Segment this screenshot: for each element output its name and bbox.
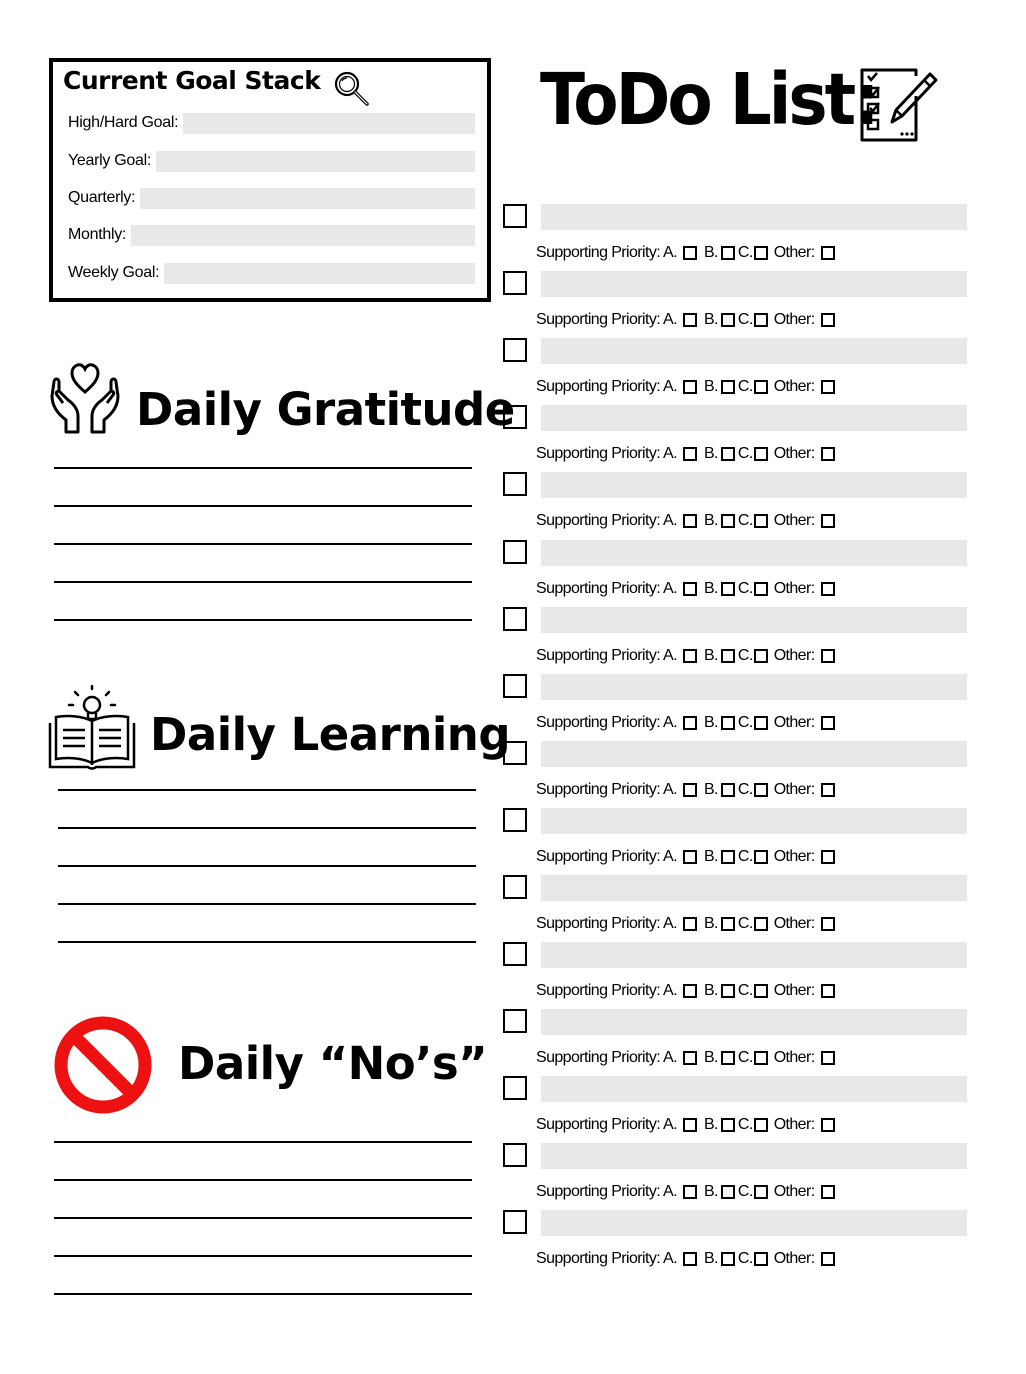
learning-line[interactable] xyxy=(58,865,476,867)
priority-other-label: Other: xyxy=(773,311,815,328)
priority-c-label: C. xyxy=(737,714,753,731)
priority-other-checkbox[interactable] xyxy=(821,649,835,663)
todo-text-field[interactable] xyxy=(541,1009,967,1035)
todo-text-field[interactable] xyxy=(541,942,967,968)
nos-line[interactable] xyxy=(54,1217,472,1219)
todo-item xyxy=(503,942,973,1009)
priority-c-label: C. xyxy=(737,781,753,798)
priority-b-label: B. xyxy=(703,848,718,865)
todo-item xyxy=(503,472,973,539)
priority-b-checkbox[interactable] xyxy=(721,850,735,864)
priority-other-label: Other: xyxy=(773,512,815,529)
priority-c-checkbox[interactable] xyxy=(754,246,768,260)
supporting-priority xyxy=(536,980,838,1002)
priority-a-checkbox[interactable] xyxy=(683,1051,697,1065)
priority-other-checkbox[interactable] xyxy=(821,1051,835,1065)
priority-other-checkbox[interactable] xyxy=(821,716,835,730)
priority-b-checkbox[interactable] xyxy=(721,514,735,528)
todo-item xyxy=(503,540,973,607)
priority-other-label: Other: xyxy=(773,982,815,999)
priority-c-checkbox[interactable] xyxy=(754,514,768,528)
priority-a-label: Supporting Priority: A. xyxy=(536,781,677,798)
priority-a-label: Supporting Priority: A. xyxy=(536,244,677,261)
priority-c-label: C. xyxy=(737,982,753,999)
priority-a-label: Supporting Priority: A. xyxy=(536,512,677,529)
priority-c-label: C. xyxy=(737,1250,753,1267)
priority-c-checkbox[interactable] xyxy=(754,447,768,461)
goal-field-yearly[interactable] xyxy=(156,151,475,172)
priority-other-checkbox[interactable] xyxy=(821,246,835,260)
learning-title: Daily Learning xyxy=(150,708,511,761)
supporting-priority xyxy=(536,779,838,801)
priority-c-label: C. xyxy=(737,580,753,597)
priority-b-label: B. xyxy=(703,781,718,798)
priority-c-checkbox[interactable] xyxy=(754,1185,768,1199)
priority-b-checkbox[interactable] xyxy=(721,380,735,394)
priority-a-label: Supporting Priority: A. xyxy=(536,445,677,462)
supporting-priority xyxy=(536,510,838,532)
priority-other-label: Other: xyxy=(773,915,815,932)
supporting-priority xyxy=(536,712,838,734)
priority-b-label: B. xyxy=(703,311,718,328)
priority-b-label: B. xyxy=(703,445,718,462)
priority-other-checkbox[interactable] xyxy=(821,1185,835,1199)
priority-other-checkbox[interactable] xyxy=(821,984,835,998)
priority-a-label: Supporting Priority: A. xyxy=(536,580,677,597)
todo-text-field[interactable] xyxy=(541,875,967,901)
priority-c-checkbox[interactable] xyxy=(754,1118,768,1132)
priority-other-checkbox[interactable] xyxy=(821,917,835,931)
priority-other-checkbox[interactable] xyxy=(821,1252,835,1266)
goal-label: High/Hard Goal: xyxy=(68,114,179,131)
priority-other-checkbox[interactable] xyxy=(821,514,835,528)
nos-line[interactable] xyxy=(54,1141,472,1143)
todo-text-field[interactable] xyxy=(541,741,967,767)
priority-c-label: C. xyxy=(737,378,753,395)
priority-a-label: Supporting Priority: A. xyxy=(536,714,677,731)
nos-line[interactable] xyxy=(54,1293,472,1295)
learning-line[interactable] xyxy=(58,941,476,943)
todo-checkbox[interactable] xyxy=(503,204,527,228)
gratitude-line[interactable] xyxy=(54,467,472,469)
priority-a-label: Supporting Priority: A. xyxy=(536,1250,677,1267)
priority-b-label: B. xyxy=(703,378,718,395)
supporting-priority xyxy=(536,1181,838,1203)
priority-a-label: Supporting Priority: A. xyxy=(536,848,677,865)
priority-a-checkbox[interactable] xyxy=(683,850,697,864)
priority-other-label: Other: xyxy=(773,781,815,798)
priority-c-checkbox[interactable] xyxy=(754,380,768,394)
priority-a-checkbox[interactable] xyxy=(683,984,697,998)
goal-stack-box xyxy=(49,58,491,302)
goal-field-monthly[interactable] xyxy=(131,225,475,246)
priority-a-checkbox[interactable] xyxy=(683,1185,697,1199)
priority-other-label: Other: xyxy=(773,1049,815,1066)
supporting-priority xyxy=(536,645,838,667)
priority-b-label: B. xyxy=(703,982,718,999)
todo-text-field[interactable] xyxy=(541,204,967,230)
priority-b-checkbox[interactable] xyxy=(721,1118,735,1132)
todo-item xyxy=(503,741,973,808)
todo-item xyxy=(503,674,973,741)
priority-c-checkbox[interactable] xyxy=(754,1051,768,1065)
priority-a-checkbox[interactable] xyxy=(683,1252,697,1266)
priority-b-checkbox[interactable] xyxy=(721,1185,735,1199)
supporting-priority xyxy=(536,309,838,331)
todo-text-field[interactable] xyxy=(541,405,967,431)
book-lightbulb-icon xyxy=(48,685,136,771)
todo-checkbox[interactable] xyxy=(503,338,527,362)
priority-b-checkbox[interactable] xyxy=(721,649,735,663)
priority-other-label: Other: xyxy=(773,445,815,462)
priority-other-label: Other: xyxy=(773,714,815,731)
priority-b-label: B. xyxy=(703,244,718,261)
priority-a-checkbox[interactable] xyxy=(683,917,697,931)
priority-other-checkbox[interactable] xyxy=(821,380,835,394)
goal-row-weekly xyxy=(68,262,475,284)
priority-c-checkbox[interactable] xyxy=(754,649,768,663)
priority-a-label: Supporting Priority: A. xyxy=(536,378,677,395)
priority-b-checkbox[interactable] xyxy=(721,716,735,730)
todo-item xyxy=(503,1210,973,1277)
learning-line[interactable] xyxy=(58,903,476,905)
priority-other-label: Other: xyxy=(773,647,815,664)
todo-checkbox[interactable] xyxy=(503,1210,527,1234)
supporting-priority xyxy=(536,443,838,465)
todo-checkbox[interactable] xyxy=(503,540,527,564)
priority-b-label: B. xyxy=(703,580,718,597)
goal-row-monthly xyxy=(68,224,475,246)
priority-other-checkbox[interactable] xyxy=(821,783,835,797)
todo-item xyxy=(503,1076,973,1143)
todo-item xyxy=(503,1143,973,1210)
goal-label: Weekly Goal: xyxy=(68,264,160,281)
todo-checkbox[interactable] xyxy=(503,405,527,429)
todo-checkbox[interactable] xyxy=(503,607,527,631)
priority-other-label: Other: xyxy=(773,1116,815,1133)
todo-text-field[interactable] xyxy=(541,540,967,566)
goal-row-high-hard xyxy=(68,112,475,134)
priority-other-label: Other: xyxy=(773,1250,815,1267)
priority-c-checkbox[interactable] xyxy=(754,783,768,797)
priority-c-label: C. xyxy=(737,1183,753,1200)
priority-a-label: Supporting Priority: A. xyxy=(536,915,677,932)
priority-other-checkbox[interactable] xyxy=(821,313,835,327)
nos-line[interactable] xyxy=(54,1179,472,1181)
todo-item xyxy=(503,405,973,472)
todo-checkbox[interactable] xyxy=(503,942,527,966)
goal-field-weekly[interactable] xyxy=(164,263,475,284)
priority-other-label: Other: xyxy=(773,580,815,597)
priority-a-label: Supporting Priority: A. xyxy=(536,647,677,664)
priority-c-checkbox[interactable] xyxy=(754,716,768,730)
priority-b-label: B. xyxy=(703,1049,718,1066)
todo-checkbox[interactable] xyxy=(503,875,527,899)
todo-text-field[interactable] xyxy=(541,674,967,700)
checklist-pencil-icon xyxy=(858,66,940,148)
priority-b-checkbox[interactable] xyxy=(721,783,735,797)
goal-field-quarterly[interactable] xyxy=(140,188,475,209)
priority-b-label: B. xyxy=(703,1116,718,1133)
nos-title: Daily “No’s” xyxy=(178,1037,488,1090)
priority-a-checkbox[interactable] xyxy=(683,716,697,730)
goal-row-quarterly xyxy=(68,187,475,209)
search-icon xyxy=(333,70,371,108)
gratitude-line[interactable] xyxy=(54,619,472,621)
priority-b-checkbox[interactable] xyxy=(721,582,735,596)
priority-other-label: Other: xyxy=(773,244,815,261)
priority-c-label: C. xyxy=(737,445,753,462)
no-sign-icon xyxy=(54,1016,152,1114)
priority-a-checkbox[interactable] xyxy=(683,313,697,327)
priority-c-checkbox[interactable] xyxy=(754,917,768,931)
priority-c-label: C. xyxy=(737,647,753,664)
priority-other-checkbox[interactable] xyxy=(821,1118,835,1132)
priority-b-checkbox[interactable] xyxy=(721,313,735,327)
learning-line[interactable] xyxy=(58,827,476,829)
gratitude-line[interactable] xyxy=(54,543,472,545)
priority-a-checkbox[interactable] xyxy=(683,649,697,663)
supporting-priority xyxy=(536,913,838,935)
goal-stack-title: Current Goal Stack xyxy=(63,66,321,95)
gratitude-line[interactable] xyxy=(54,581,472,583)
priority-c-checkbox[interactable] xyxy=(754,582,768,596)
learning-line[interactable] xyxy=(58,789,476,791)
todo-item xyxy=(503,808,973,875)
todo-checkbox[interactable] xyxy=(503,674,527,698)
priority-a-checkbox[interactable] xyxy=(683,783,697,797)
todo-text-field[interactable] xyxy=(541,607,967,633)
supporting-priority xyxy=(536,846,838,868)
supporting-priority xyxy=(536,376,838,398)
priority-other-checkbox[interactable] xyxy=(821,447,835,461)
todo-item xyxy=(503,1009,973,1076)
todo-checkbox[interactable] xyxy=(503,808,527,832)
hands-heart-icon xyxy=(48,362,122,434)
todo-item xyxy=(503,338,973,405)
priority-c-checkbox[interactable] xyxy=(754,850,768,864)
priority-b-label: B. xyxy=(703,647,718,664)
todo-checkbox[interactable] xyxy=(503,472,527,496)
supporting-priority xyxy=(536,1248,838,1270)
priority-other-checkbox[interactable] xyxy=(821,850,835,864)
priority-a-checkbox[interactable] xyxy=(683,447,697,461)
todo-item xyxy=(503,875,973,942)
priority-b-checkbox[interactable] xyxy=(721,246,735,260)
priority-c-checkbox[interactable] xyxy=(754,984,768,998)
supporting-priority xyxy=(536,242,838,264)
priority-other-label: Other: xyxy=(773,378,815,395)
priority-b-label: B. xyxy=(703,1250,718,1267)
todo-checkbox[interactable] xyxy=(503,1009,527,1033)
priority-b-checkbox[interactable] xyxy=(721,447,735,461)
priority-a-label: Supporting Priority: A. xyxy=(536,311,677,328)
todo-text-field[interactable] xyxy=(541,808,967,834)
priority-other-label: Other: xyxy=(773,1183,815,1200)
priority-c-label: C. xyxy=(737,1049,753,1066)
todo-item xyxy=(503,271,973,338)
priority-b-checkbox[interactable] xyxy=(721,917,735,931)
priority-c-label: C. xyxy=(737,311,753,328)
priority-a-checkbox[interactable] xyxy=(683,380,697,394)
gratitude-title: Daily Gratitude xyxy=(136,383,515,436)
goal-label: Quarterly: xyxy=(68,189,136,206)
todo-text-field[interactable] xyxy=(541,271,967,297)
priority-b-label: B. xyxy=(703,1183,718,1200)
todo-checkbox[interactable] xyxy=(503,741,527,765)
supporting-priority xyxy=(536,578,838,600)
todo-title: ToDo List: xyxy=(540,58,877,142)
goal-field-high-hard[interactable] xyxy=(183,113,475,134)
priority-b-checkbox[interactable] xyxy=(721,1252,735,1266)
nos-line[interactable] xyxy=(54,1255,472,1257)
priority-b-checkbox[interactable] xyxy=(721,1051,735,1065)
todo-checkbox[interactable] xyxy=(503,1143,527,1167)
priority-a-checkbox[interactable] xyxy=(683,582,697,596)
priority-a-checkbox[interactable] xyxy=(683,514,697,528)
priority-c-checkbox[interactable] xyxy=(754,313,768,327)
priority-b-label: B. xyxy=(703,915,718,932)
priority-a-checkbox[interactable] xyxy=(683,1118,697,1132)
todo-text-field[interactable] xyxy=(541,338,967,364)
priority-c-label: C. xyxy=(737,848,753,865)
priority-c-label: C. xyxy=(737,512,753,529)
priority-a-checkbox[interactable] xyxy=(683,246,697,260)
todo-text-field[interactable] xyxy=(541,1210,967,1236)
priority-c-label: C. xyxy=(737,1116,753,1133)
priority-a-label: Supporting Priority: A. xyxy=(536,982,677,999)
supporting-priority xyxy=(536,1114,838,1136)
priority-a-label: Supporting Priority: A. xyxy=(536,1049,677,1066)
priority-b-label: B. xyxy=(703,512,718,529)
todo-checkbox[interactable] xyxy=(503,271,527,295)
priority-c-label: C. xyxy=(737,244,753,261)
todo-text-field[interactable] xyxy=(541,1143,967,1169)
priority-c-label: C. xyxy=(737,915,753,932)
todo-checkbox[interactable] xyxy=(503,1076,527,1100)
priority-other-label: Other: xyxy=(773,848,815,865)
goal-label: Yearly Goal: xyxy=(68,152,151,169)
todo-text-field[interactable] xyxy=(541,472,967,498)
gratitude-line[interactable] xyxy=(54,505,472,507)
priority-b-label: B. xyxy=(703,714,718,731)
goal-row-yearly xyxy=(68,150,475,172)
priority-a-label: Supporting Priority: A. xyxy=(536,1183,677,1200)
priority-other-checkbox[interactable] xyxy=(821,582,835,596)
priority-b-checkbox[interactable] xyxy=(721,984,735,998)
todo-text-field[interactable] xyxy=(541,1076,967,1102)
todo-item xyxy=(503,607,973,674)
priority-a-label: Supporting Priority: A. xyxy=(536,1116,677,1133)
priority-c-checkbox[interactable] xyxy=(754,1252,768,1266)
goal-label: Monthly: xyxy=(68,226,127,243)
supporting-priority xyxy=(536,1047,838,1069)
todo-item xyxy=(503,204,973,271)
